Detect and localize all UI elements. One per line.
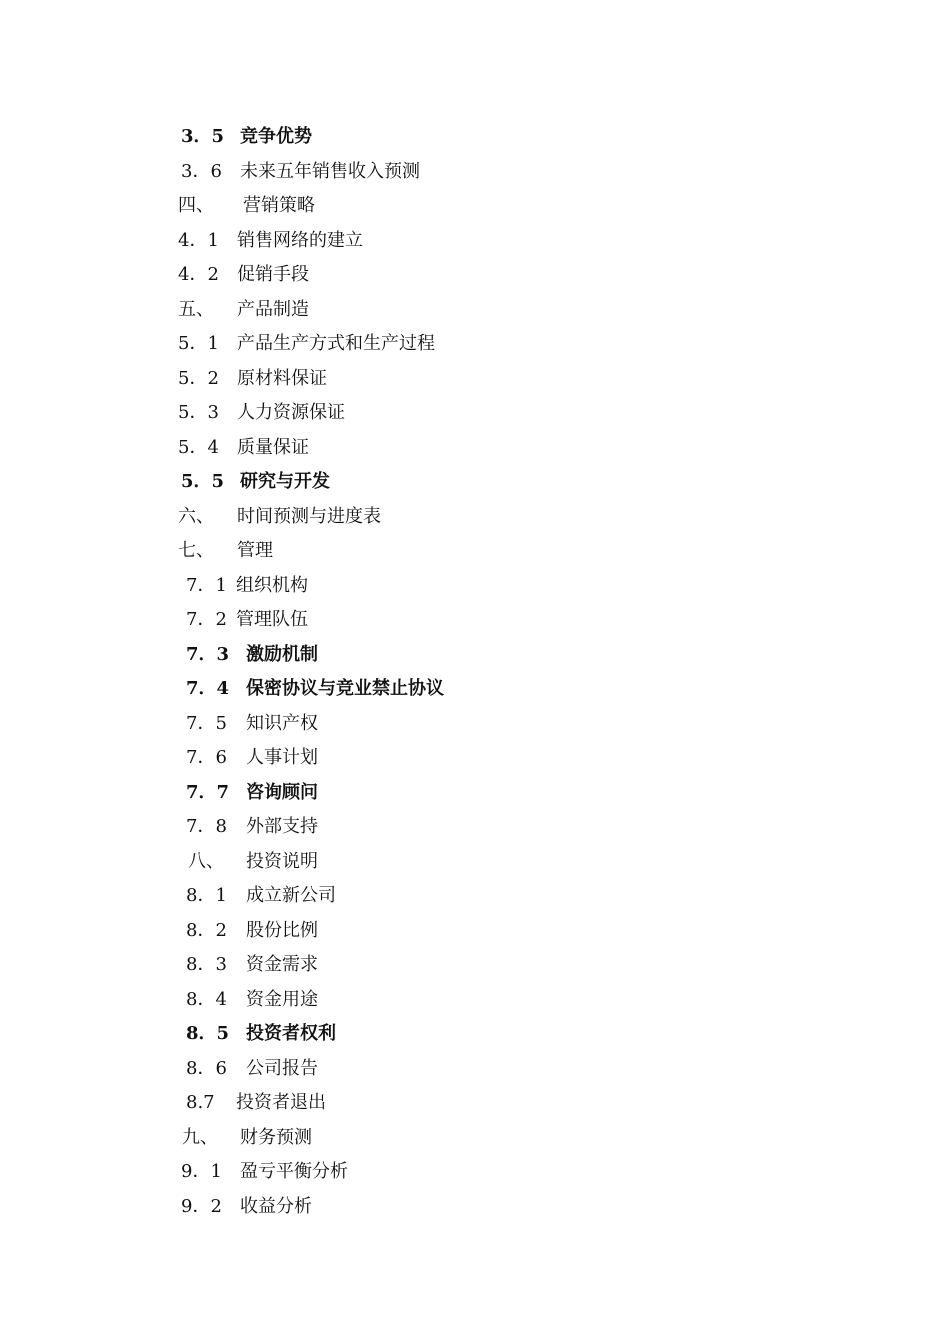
toc-entry-title: 投资者权利 xyxy=(246,1023,336,1044)
toc-entry xyxy=(186,812,318,842)
toc-entry xyxy=(186,1054,318,1084)
toc-entry xyxy=(178,191,315,221)
toc-entry xyxy=(186,778,318,808)
toc-entry xyxy=(186,1088,326,1118)
toc-entry-number: 六、 xyxy=(178,505,214,527)
toc-entry xyxy=(186,571,308,601)
toc-entry xyxy=(181,467,330,497)
toc-entry-title: 销售网络的建立 xyxy=(237,229,363,251)
toc-entry-title: 知识产权 xyxy=(246,712,318,734)
toc-entry xyxy=(186,916,318,946)
toc-entry xyxy=(178,502,381,532)
toc-entry-number: 7．8 xyxy=(186,816,227,837)
toc-entry-title: 管理 xyxy=(237,540,273,561)
toc-entry-number: 4．2 xyxy=(178,264,219,285)
toc-entry-title: 财务预测 xyxy=(240,1126,312,1148)
toc-entry xyxy=(178,260,309,290)
toc-entry-number: 8．2 xyxy=(186,919,227,941)
toc-entry-title: 质量保证 xyxy=(237,436,309,458)
toc-entry xyxy=(182,1123,312,1153)
toc-entry-title: 盈亏平衡分析 xyxy=(240,1161,348,1182)
toc-entry xyxy=(186,605,308,635)
toc-entry-number: 5．3 xyxy=(178,402,219,423)
toc-entry xyxy=(178,226,363,256)
toc-entry-title: 人力资源保证 xyxy=(237,402,345,423)
toc-entry-number: 四、 xyxy=(178,195,214,216)
toc-entry xyxy=(181,1192,312,1222)
toc-entry xyxy=(181,1157,348,1187)
toc-entry-title: 原材料保证 xyxy=(237,367,327,389)
toc-entry-number: 9．2 xyxy=(181,1195,222,1217)
toc-entry-number: 8．3 xyxy=(186,954,227,975)
toc-entry-number: 8．1 xyxy=(186,885,227,906)
toc-entry-title: 投资者退出 xyxy=(236,1092,326,1113)
toc-entry-title: 人事计划 xyxy=(246,747,318,768)
toc-entry xyxy=(178,295,309,325)
toc-entry xyxy=(186,1019,336,1049)
toc-entry-title: 竞争优势 xyxy=(240,126,312,147)
toc-entry-number: 5．1 xyxy=(178,333,219,354)
toc-entry-number: 7．2 xyxy=(186,609,227,630)
toc-entry xyxy=(188,847,318,877)
toc-entry-title: 咨询顾问 xyxy=(246,781,318,803)
toc-entry xyxy=(186,674,444,704)
toc-entry-number: 7．5 xyxy=(186,712,227,734)
toc-entry xyxy=(186,881,336,911)
toc-entry-title: 产品制造 xyxy=(237,298,309,320)
toc-entry xyxy=(178,329,435,359)
toc-entry-title: 未来五年销售收入预测 xyxy=(240,160,420,182)
toc-entry-title: 时间预测与进度表 xyxy=(237,505,381,527)
toc-entry-number: 7．4 xyxy=(186,678,230,699)
toc-entry-title: 收益分析 xyxy=(240,1195,312,1217)
toc-entry-number: 7．6 xyxy=(186,747,227,768)
toc-entry-number: 七、 xyxy=(178,540,214,561)
toc-entry-number: 5．2 xyxy=(178,367,219,389)
toc-entry-number: 7．1 xyxy=(186,574,227,596)
toc-entry xyxy=(186,743,318,773)
toc-entry-number: 八、 xyxy=(188,850,224,872)
toc-entry-title: 成立新公司 xyxy=(246,885,336,906)
toc-entry-title: 促销手段 xyxy=(237,264,309,285)
toc-entry-number: 7．3 xyxy=(186,643,230,665)
toc-entry xyxy=(178,536,273,566)
toc-entry-title: 管理队伍 xyxy=(236,609,308,630)
toc-entry-title: 投资说明 xyxy=(246,850,318,872)
toc-entry-number: 九、 xyxy=(182,1126,218,1148)
toc-entry xyxy=(178,433,309,463)
toc-entry-title: 研究与开发 xyxy=(240,471,330,492)
toc-entry-title: 外部支持 xyxy=(246,816,318,837)
toc-entry xyxy=(186,985,318,1015)
toc-entry-number: 3．6 xyxy=(181,160,222,182)
toc-entry xyxy=(178,398,345,428)
toc-entry-title: 产品生产方式和生产过程 xyxy=(237,333,435,354)
toc-entry-number: 8．5 xyxy=(186,1023,230,1044)
toc-entry-number: 4．1 xyxy=(178,229,219,251)
toc-entry-number: 3．5 xyxy=(181,126,225,147)
toc-entry-number: 5．4 xyxy=(178,436,219,458)
toc-entry-title: 资金用途 xyxy=(246,988,318,1010)
toc-entry-number: 7．7 xyxy=(186,781,230,803)
toc-entry-title: 资金需求 xyxy=(246,954,318,975)
toc-entry xyxy=(178,364,327,394)
toc-entry-number: 9．1 xyxy=(181,1161,222,1182)
toc-entry-title: 营销策略 xyxy=(243,195,315,216)
toc-entry-title: 股份比例 xyxy=(246,919,318,941)
toc-entry-number: 五、 xyxy=(178,298,214,320)
toc-entry xyxy=(181,157,420,187)
toc-entry-title: 保密协议与竞业禁止协议 xyxy=(246,678,444,699)
toc-entry-title: 组织机构 xyxy=(236,574,308,596)
toc-entry-title: 公司报告 xyxy=(246,1057,318,1079)
toc-entry-title: 激励机制 xyxy=(246,643,318,665)
toc-entry-number: 8.7 xyxy=(186,1092,215,1113)
toc-entry-number: 8．6 xyxy=(186,1057,227,1079)
toc-entry xyxy=(186,640,318,670)
toc-entry-number: 5．5 xyxy=(181,471,225,492)
toc-entry xyxy=(181,122,312,152)
toc-entry xyxy=(186,709,318,739)
toc-entry xyxy=(186,950,318,980)
toc-entry-number: 8．4 xyxy=(186,988,227,1010)
